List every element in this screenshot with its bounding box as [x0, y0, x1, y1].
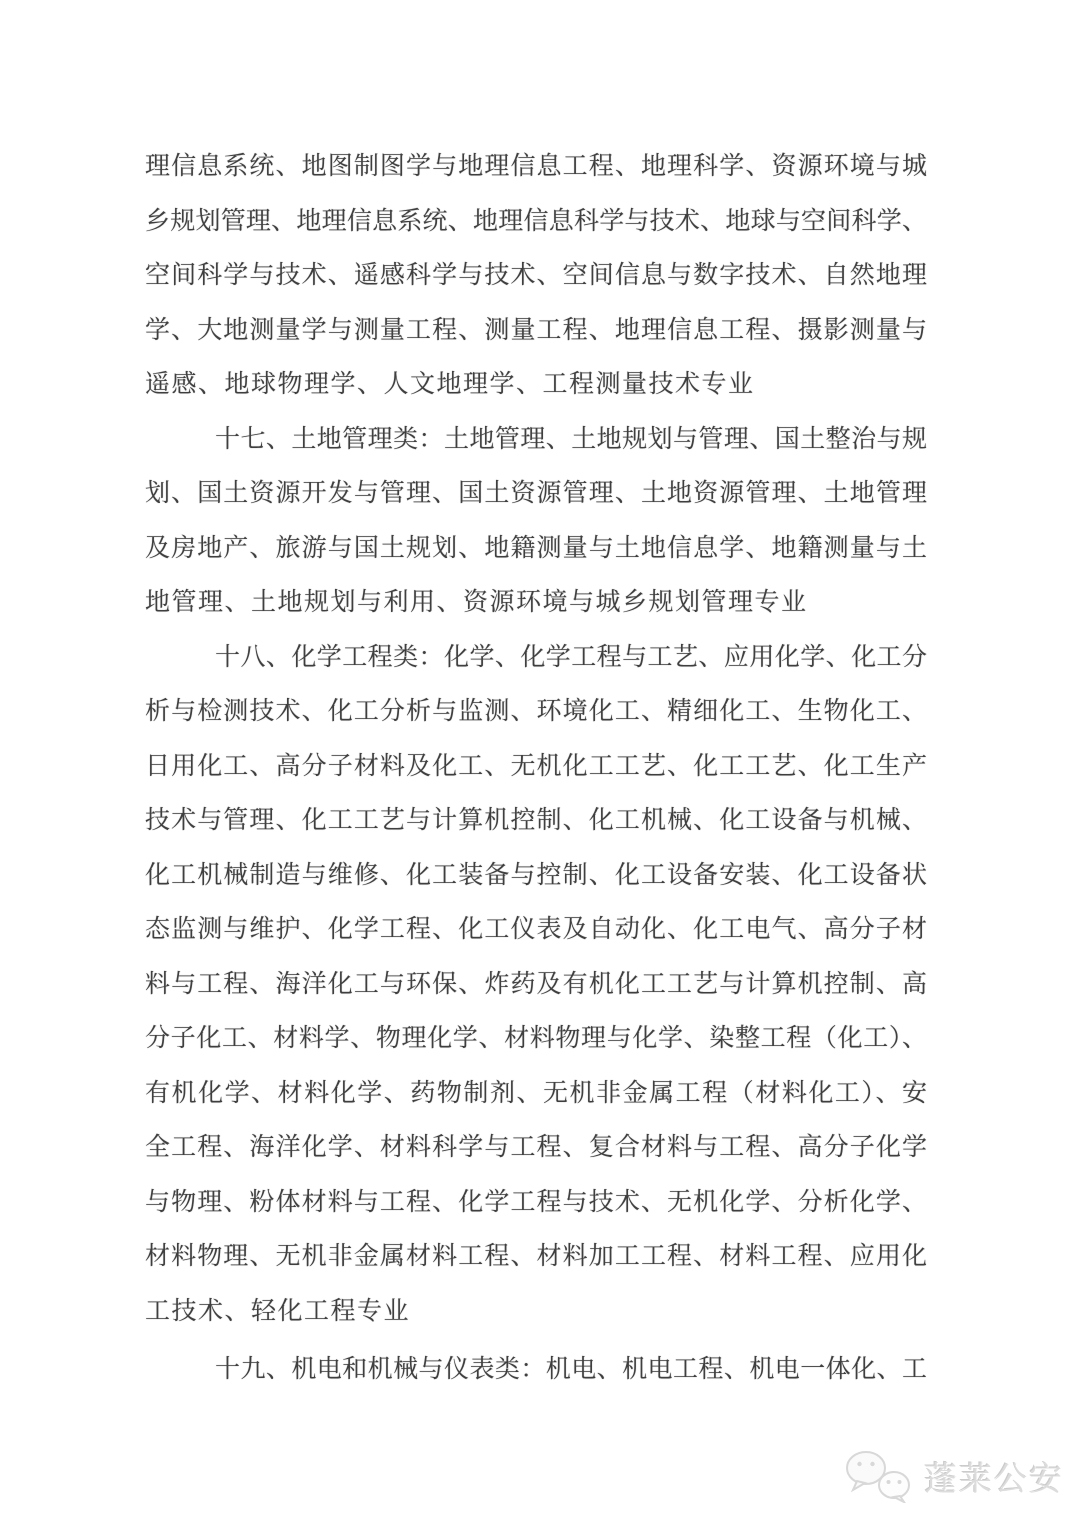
text-line: 化工机械制造与维修、化工装备与控制、化工设备安装、化工设备状: [145, 861, 927, 889]
text-line: 分子化工、材料学、物理化学、材料物理与化学、染整工程（化工）、: [145, 1025, 927, 1052]
text-line: 地管理、土地规划与利用、资源环境与城乡规划管理专业: [145, 589, 808, 616]
text-line: 材料物理、无机非金属材料工程、材料加工工程、材料工程、应用化: [145, 1243, 927, 1270]
text-line: 料与工程、海洋化工与环保、炸药及有机化工工艺与计算机控制、高: [145, 970, 927, 998]
text-line: 理信息系统、地图制图学与地理信息工程、地理科学、资源环境与城: [145, 153, 927, 180]
text-line: 有机化学、材料化学、药物制剂、无机非金属工程（材料化工）、安: [145, 1079, 927, 1107]
watermark: [844, 1449, 1064, 1503]
text-line: 划、国土资源开发与管理、国土资源管理、土地资源管理、土地管理: [145, 480, 927, 507]
wechat-icon: [844, 1449, 914, 1503]
text-line: 日用化工、高分子材料及化工、无机化工工艺、化工工艺、化工生产: [145, 752, 927, 780]
text-line: 与物理、粉体材料与工程、化学工程与技术、无机化学、分析化学、: [145, 1188, 927, 1216]
text-line: 工技术、轻化工程专业: [145, 1297, 411, 1325]
section-heading-line-18: 十八、化学工程类：化学、化学工程与工艺、应用化学、化工分: [215, 643, 927, 671]
text-line: 析与检测技术、化工分析与监测、环境化工、精细化工、生物化工、: [145, 698, 927, 725]
text-line: 乡规划管理、地理信息系统、地理信息科学与技术、地球与空间科学、: [145, 207, 927, 235]
watermark-label: 蓬莱公安: [924, 1459, 1064, 1497]
text-line: 态监测与维护、化学工程、化工仪表及自动化、化工电气、高分子材: [145, 916, 927, 943]
text-line: 遥感、地球物理学、人文地理学、工程测量技术专业: [145, 371, 755, 398]
section-heading-line-19: 十九、机电和机械与仪表类：机电、机电工程、机电一体化、工: [215, 1356, 927, 1383]
document-text: [145, 140, 927, 1398]
text-line: 及房地产、旅游与国土规划、地籍测量与土地信息学、地籍测量与土: [145, 534, 927, 562]
section-heading-line-17: 十七、土地管理类：土地管理、土地规划与管理、国土整治与规: [215, 425, 927, 453]
text-line: 学、大地测量学与测量工程、测量工程、地理信息工程、摄影测量与: [145, 316, 927, 344]
text-line: 全工程、海洋化学、材料科学与工程、复合材料与工程、高分子化学: [145, 1134, 927, 1161]
text-line: 技术与管理、化工工艺与计算机控制、化工机械、化工设备与机械、: [145, 807, 927, 834]
text-line: 空间科学与技术、遥感科学与技术、空间信息与数字技术、自然地理: [145, 262, 927, 289]
